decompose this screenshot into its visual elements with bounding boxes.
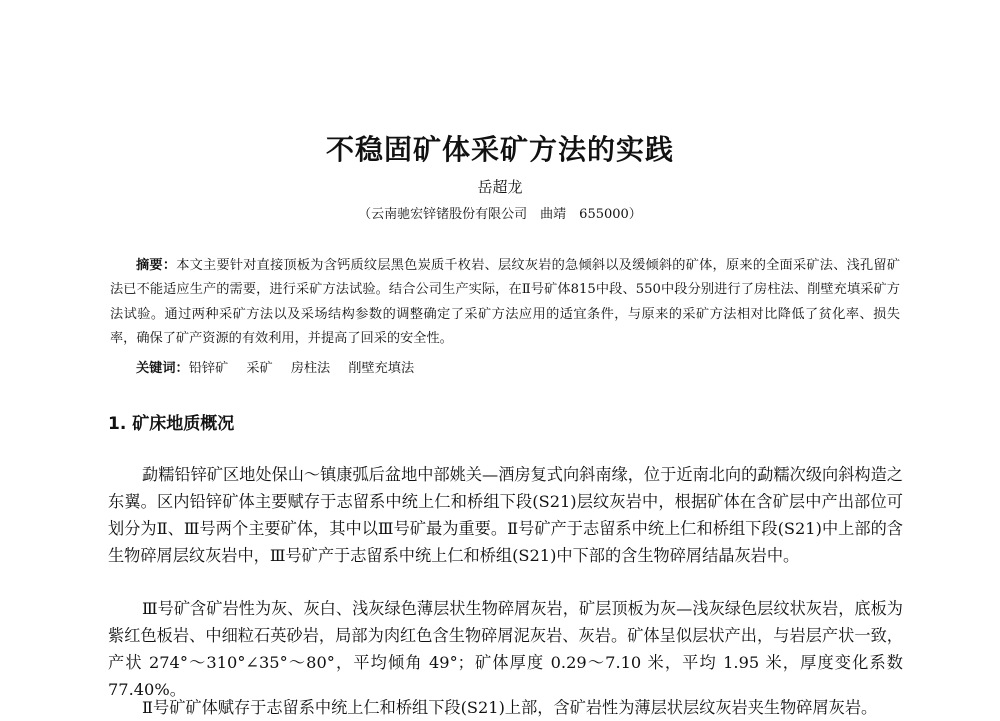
abstract xyxy=(110,254,900,351)
abstract-text: 本文主要针对直接顶板为含钙质纹层黑色炭质千枚岩、层纹灰岩的急倾斜以及缓倾斜的矿体，原来的全面采矿法、浅孔留矿法已不能适应生产的需要，进行采矿方法试验。结合公司生产实际，在Ⅱ号矿体815中段、550中段分别进行了房柱法、削壁充填采矿方法试验。通过两种采矿方法以及采场结构参数的调整确定了采矿方法应用的适宜条件，与原来的采矿方法相对比降低了贫化率、损失率，确保了矿产资源的有效利用，并提高了回采的安全性。 xyxy=(110,258,901,346)
body-paragraph: Ⅱ号矿矿体赋存于志留系中统上仁和桥组下段(S21)上部，含矿岩性为薄层状层纹灰岩夹生物碎屑灰岩。 xyxy=(142,698,878,717)
abstract-label: 摘要： xyxy=(136,258,177,273)
body-paragraph: Ⅲ号矿含矿岩性为灰、灰白、浅灰绿色薄层状生物碎屑灰岩，矿层顶板为灰—浅灰绿色层纹状灰岩，底板为紫红色板岩、中细粒石英砂岩，局部为肉红色含生物碎屑泥灰岩、灰岩。矿体呈似层状产出，与岩层产状一致，产状 274°～310°∠35°～80°，平均倾角 49°；矿体厚度 0.29～7.10 米，平均 1.95 米，厚度变化系数 77.40%。 xyxy=(108,599,903,699)
author-name: 岳超龙 xyxy=(477,178,523,196)
keyword-item: 房柱法 xyxy=(290,361,331,376)
body-paragraph: 勐糯铅锌矿区地处保山～镇康弧后盆地中部姚关—酒房复式向斜南缘，位于近南北向的勐糯次级向斜构造之东翼。区内铅锌矿体主要赋存于志留系中统上仁和桥组下段(S21)层纹灰岩中，根据矿体在含矿层中产出部位可划分为Ⅱ、Ⅲ号两个主要矿体，其中以Ⅲ号矿最为重要。Ⅱ号矿产于志留系中统上仁和桥组下段(S21)中上部的含生物碎屑层纹灰岩中，Ⅲ号矿产于志留系中统上仁和桥组(S21)中下部的含生物碎屑结晶灰岩中。 xyxy=(108,465,903,565)
keywords xyxy=(136,357,432,381)
author-affiliation: （云南驰宏锌锗股份有限公司 曲靖 655000） xyxy=(358,207,642,222)
keywords-label: 关键词： xyxy=(136,361,189,376)
keyword-item: 削壁充填法 xyxy=(348,361,415,376)
keyword-item: 采矿 xyxy=(246,361,273,376)
keyword-item: 铅锌矿 xyxy=(188,361,229,376)
section-heading: 1. 矿床地质概况 xyxy=(108,414,235,434)
paper-title: 不稳固矿体采矿方法的实践 xyxy=(325,133,674,166)
